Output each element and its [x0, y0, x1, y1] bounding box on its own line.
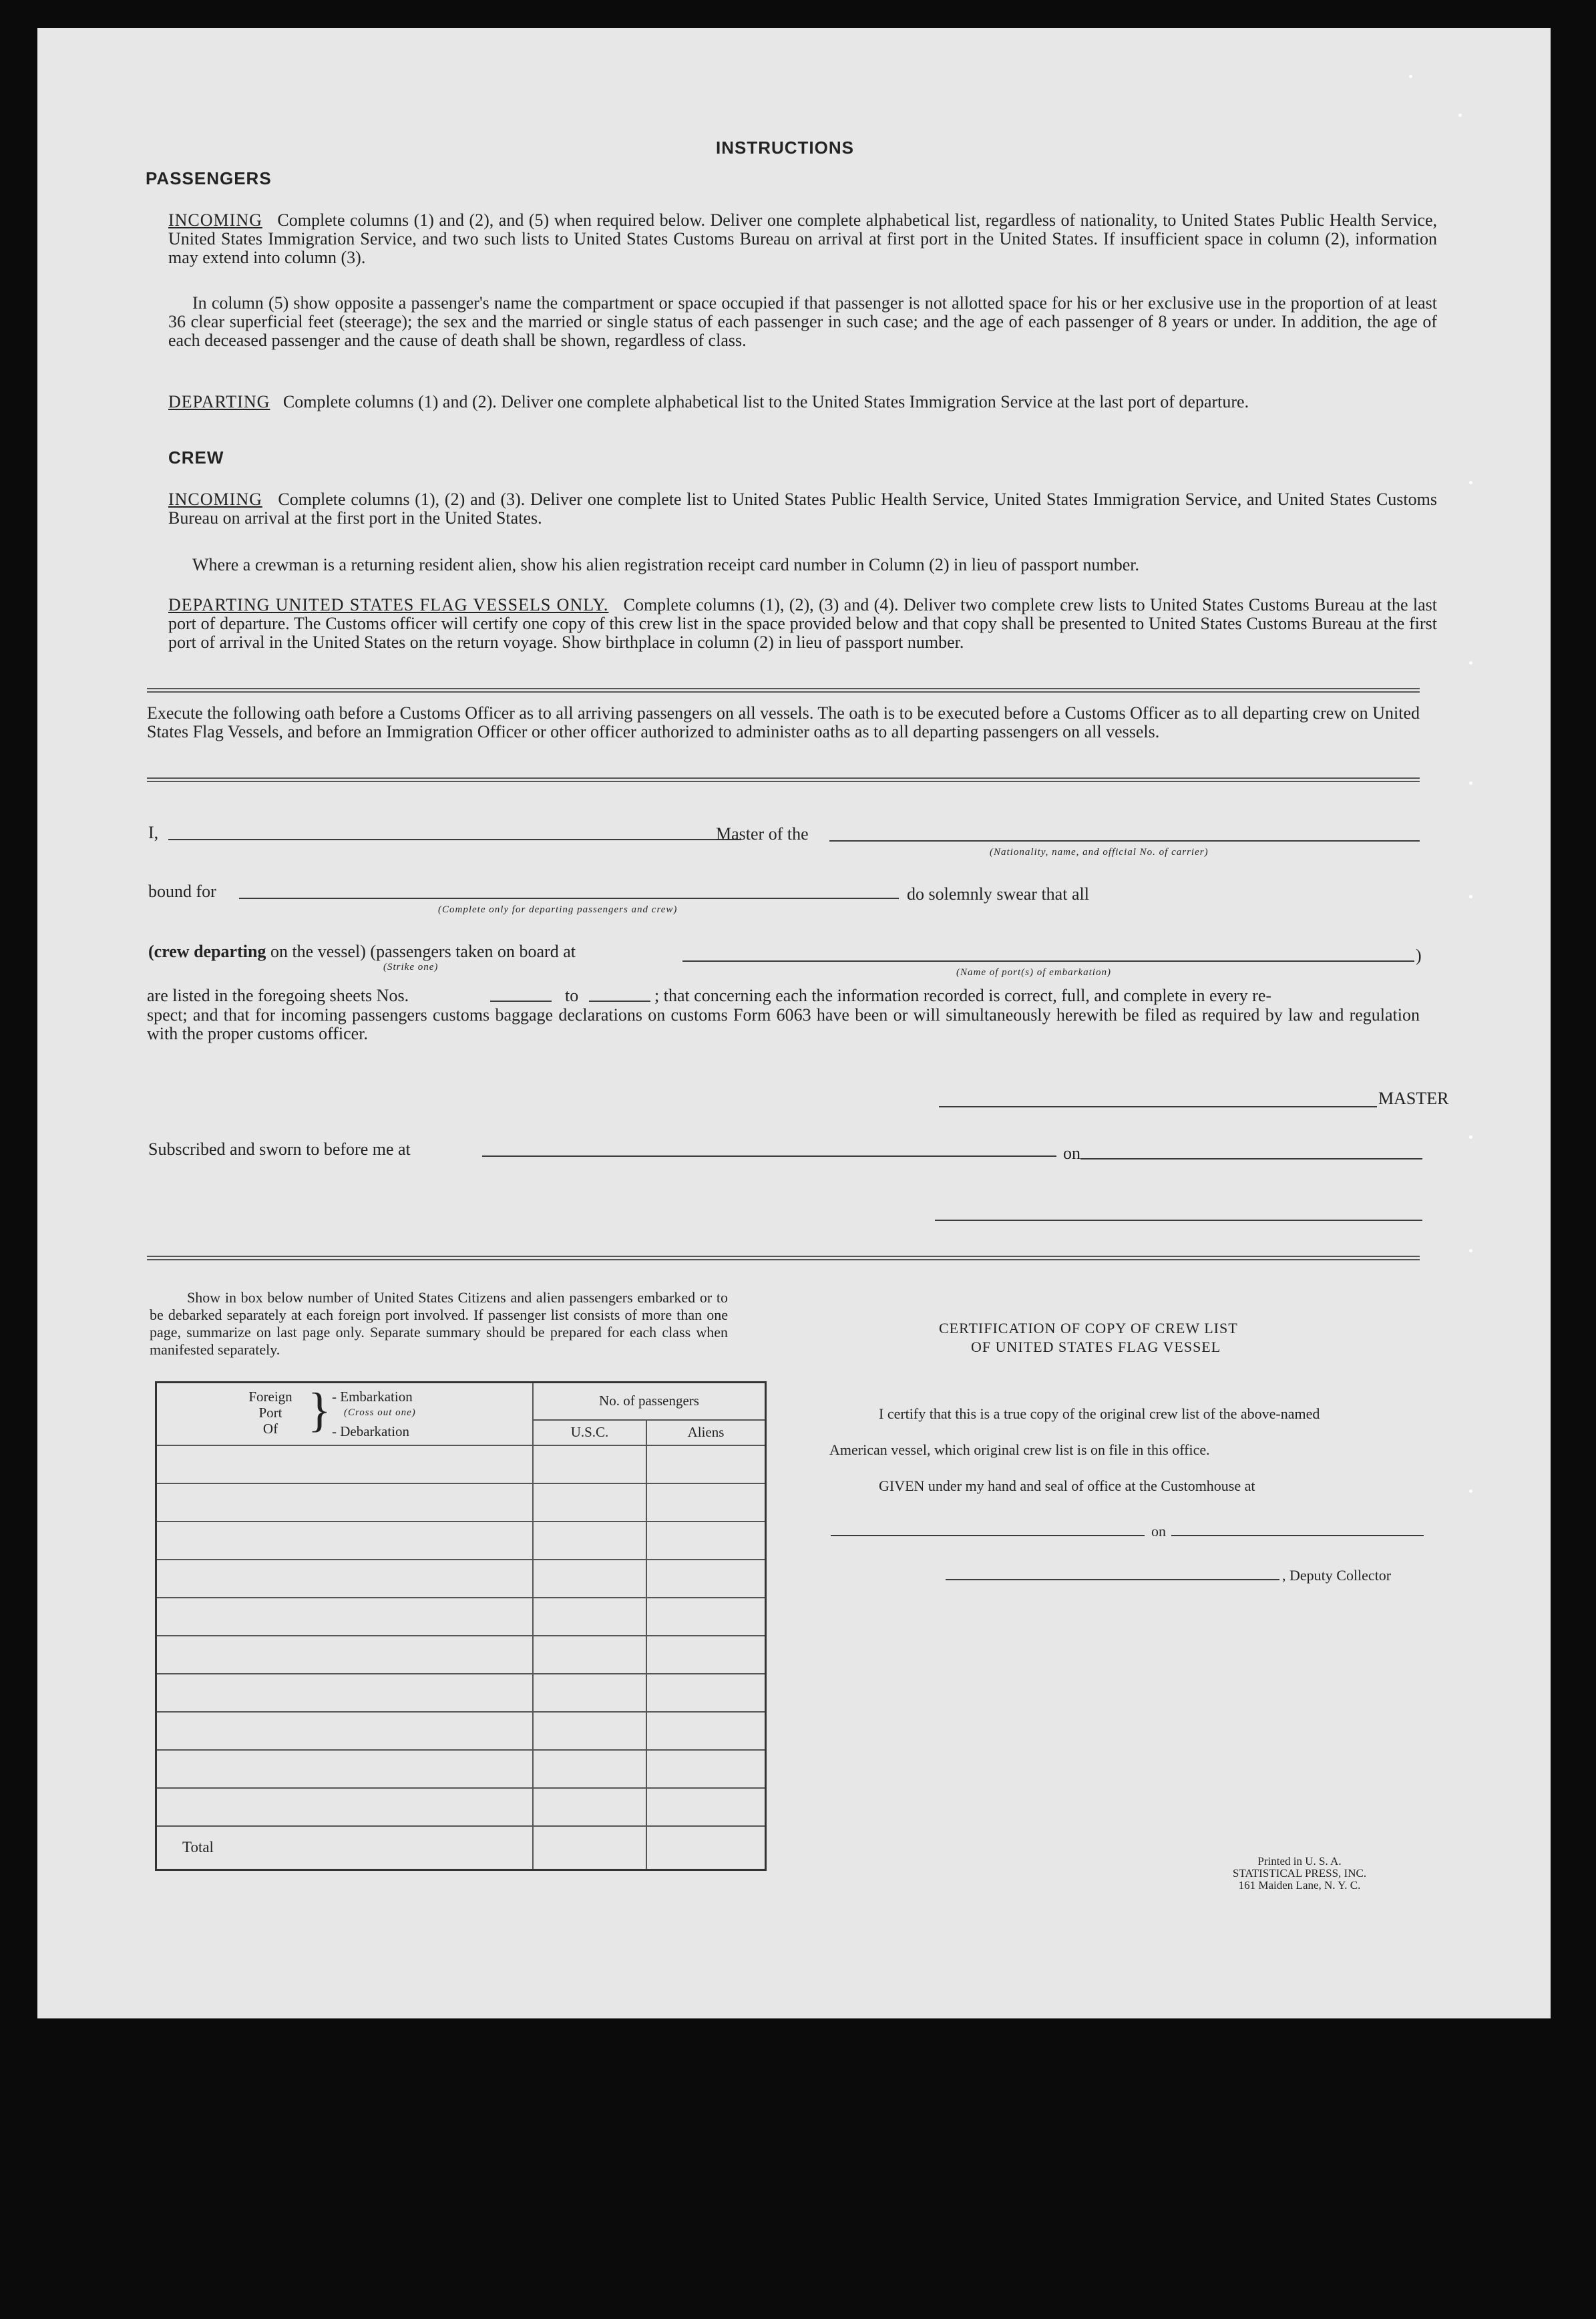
- aliens-cell[interactable]: [646, 1712, 766, 1750]
- certification-line-3: GIVEN under my hand and seal of office at the Customhouse at: [879, 1477, 1255, 1494]
- subscribed-place-field[interactable]: [482, 1155, 1056, 1157]
- table-row: [156, 1750, 766, 1788]
- scan-speck: [1469, 1135, 1472, 1139]
- port-cell[interactable]: [156, 1788, 534, 1826]
- embarkation-option[interactable]: - Embarkation: [332, 1389, 413, 1405]
- scan-speck: [1469, 1249, 1472, 1252]
- usc-cell[interactable]: [533, 1522, 646, 1560]
- cross-out-caption: (Cross out one): [344, 1407, 416, 1418]
- deputy-collector-label: , Deputy Collector: [1282, 1567, 1392, 1584]
- instructions-title: INSTRUCTIONS: [716, 138, 854, 158]
- divider: [147, 688, 1420, 693]
- scan-speck: [1458, 114, 1462, 117]
- crew-departing-text: Complete columns (1), (2), (3) and (4). Deliver two complete crew lists to United States Customs Bureau at the last port of departure. The Customs officer will certify one copy of this crew list in the space provided below and that copy shall be presented to United States Customs Bureau at the first port of arrival in the United States on the return voyage. Show birthplace in column (2) in lieu of passport number.: [168, 595, 1437, 652]
- bound-for-field[interactable]: [239, 898, 899, 899]
- carrier-caption: (Nationality, name, and official No. of carrier): [990, 847, 1209, 858]
- port-cell[interactable]: [156, 1483, 534, 1522]
- crewman-paragraph: Where a crewman is a returning resident alien, show his alien registration receipt card number in Column (2) in lieu of passport number.: [192, 555, 1140, 574]
- scan-speck: [1469, 781, 1472, 785]
- oath-instructions: Execute the following oath before a Customs Officer as to all arriving passengers on all vessels. The oath is to be executed before a Customs Officer as to all departing crew on United States Flag Vessels, and before an Immigration Officer or other officer authorized to administer oaths as to all departing passengers on all vessels.: [147, 703, 1420, 741]
- crew-incoming-label: INCOMING: [168, 490, 262, 509]
- ports-field[interactable]: [682, 960, 1414, 962]
- passengers-departing-paragraph: [168, 393, 1437, 411]
- sheet-from-field[interactable]: [490, 1001, 552, 1002]
- strike-one-caption: (Strike one): [383, 962, 439, 972]
- total-aliens-cell[interactable]: [646, 1826, 766, 1870]
- listed-prefix: are listed in the foregoing sheets Nos.: [147, 986, 409, 1005]
- aliens-cell[interactable]: [646, 1522, 766, 1560]
- printed-line: 161 Maiden Lane, N. Y. C.: [1238, 1879, 1361, 1892]
- port-cell[interactable]: [156, 1522, 534, 1560]
- port-cell[interactable]: [156, 1598, 534, 1636]
- deputy-signature-field[interactable]: [946, 1579, 1279, 1580]
- master-name-field[interactable]: [168, 839, 741, 840]
- table-row: [156, 1483, 766, 1522]
- passengers-incoming-label: INCOMING: [168, 210, 262, 230]
- table-row: [156, 1712, 766, 1750]
- crew-departing-paragraph: [168, 596, 1437, 652]
- oath-i-label: I,: [148, 823, 159, 842]
- certification-on-label: on: [1151, 1523, 1166, 1540]
- crew-incoming-text: Complete columns (1), (2) and (3). Deliver one complete list to United States Public Health Service, United States Immigration Service, and United States Customs Bureau on arrival at the first port in the United States.: [168, 490, 1437, 528]
- usc-cell[interactable]: [533, 1712, 646, 1750]
- crew-departing-label: DEPARTING UNITED STATES FLAG VESSELS ONLY.: [168, 595, 609, 614]
- officer-signature-field[interactable]: [935, 1220, 1422, 1221]
- aliens-cell[interactable]: [646, 1636, 766, 1674]
- aliens-header: Aliens: [646, 1420, 766, 1445]
- usc-cell[interactable]: [533, 1445, 646, 1483]
- divider: [147, 777, 1420, 782]
- printed-line: STATISTICAL PRESS, INC.: [1232, 1867, 1367, 1880]
- sheet-to-field[interactable]: [589, 1001, 650, 1002]
- port-cell[interactable]: [156, 1636, 534, 1674]
- passengers-incoming-paragraph: [168, 211, 1437, 267]
- usc-cell[interactable]: [533, 1788, 646, 1826]
- debarkation-option[interactable]: - Debarkation: [332, 1423, 410, 1439]
- total-label: Total: [156, 1826, 534, 1870]
- table-row: [156, 1636, 766, 1674]
- table-row: [156, 1788, 766, 1826]
- certification-line-2: American vessel, which original crew list is on file in this office.: [829, 1441, 1210, 1458]
- table-row: [156, 1598, 766, 1636]
- port-cell[interactable]: [156, 1445, 534, 1483]
- passengers-incoming-text: Complete columns (1) and (2), and (5) when required below. Deliver one complete alphabetical list, regardless of nationality, to United States Public Health Service, United States Immigration Service, and two such lists to United States Customs Bureau on arrival at first port in the United States. If insufficient space in column (2), information may extend into column (3).: [168, 210, 1438, 267]
- certification-line-1: I certify that this is a true copy of the original crew list of the above-named: [879, 1405, 1320, 1422]
- port-cell[interactable]: [156, 1560, 534, 1598]
- usc-cell[interactable]: [533, 1750, 646, 1788]
- passengers-departing-label: DEPARTING: [168, 392, 270, 411]
- no-of-passengers-header: No. of passengers: [533, 1383, 766, 1420]
- scan-speck: [1469, 481, 1472, 484]
- carrier-field[interactable]: [829, 840, 1420, 842]
- brace-icon: }: [308, 1383, 331, 1437]
- ports-caption: (Name of port(s) of embarkation): [956, 967, 1111, 978]
- port-text: Port: [258, 1405, 282, 1421]
- table-row: [156, 1445, 766, 1483]
- bound-for-caption: (Complete only for departing passengers and crew): [438, 904, 678, 915]
- usc-cell[interactable]: [533, 1636, 646, 1674]
- scan-speck: [1409, 75, 1412, 78]
- printed-line: Printed in U. S. A.: [1257, 1855, 1342, 1867]
- certification-title-2: OF UNITED STATES FLAG VESSEL: [971, 1339, 1221, 1355]
- printer-imprint: [1219, 1855, 1380, 1892]
- of-text: Of: [262, 1421, 278, 1437]
- aliens-cell[interactable]: [646, 1788, 766, 1826]
- listed-suffix: ; that concerning each the information recorded is correct, full, and complete in every re-: [654, 986, 1272, 1005]
- usc-cell[interactable]: [533, 1598, 646, 1636]
- table-row: [156, 1560, 766, 1598]
- column5-paragraph: In column (5) show opposite a passenger's name the compartment or space occupied if that passenger is not allotted space for his or her exclusive use in the proportion of at least 36 clear superficial feet (steerage); the sex and the married or single status of each passenger in such case; and the age of each passenger of 8 years or under. In addition, the age of each deceased passenger and the cause of death shall be shown, regardless of class.: [168, 293, 1437, 350]
- aliens-cell[interactable]: [646, 1598, 766, 1636]
- master-signature-field[interactable]: [939, 1106, 1377, 1107]
- aliens-cell[interactable]: [646, 1674, 766, 1712]
- foreign-text: Foreign: [248, 1389, 292, 1405]
- passengers-taken-option[interactable]: (passengers taken on board at: [370, 942, 576, 961]
- close-paren: ): [1416, 946, 1422, 965]
- usc-cell[interactable]: [533, 1674, 646, 1712]
- certification-date-field[interactable]: [1171, 1535, 1424, 1536]
- aliens-cell[interactable]: [646, 1560, 766, 1598]
- summary-note: Show in box below number of United States Citizens and alien passengers embarked or to be debarked separately at each foreign port involved. If passenger list consists of more than one page, summarize on last page only. Separate summary should be prepared for each class when manifested separately.: [150, 1289, 728, 1358]
- table-row: [156, 1674, 766, 1712]
- crew-passengers-line: [148, 942, 576, 962]
- form-page: [37, 28, 1551, 2018]
- aliens-cell[interactable]: [646, 1483, 766, 1522]
- port-header-cell: [156, 1383, 534, 1445]
- subscribed-date-field[interactable]: [1080, 1158, 1422, 1160]
- foreign-port-of: [237, 1389, 304, 1437]
- subscribed-label: Subscribed and sworn to before me at: [148, 1139, 411, 1159]
- usc-cell[interactable]: [533, 1560, 646, 1598]
- bound-for-label: bound for: [148, 882, 216, 901]
- certification-title-1: CERTIFICATION OF COPY OF CREW LIST: [939, 1320, 1238, 1336]
- to-label: to: [565, 986, 579, 1005]
- passengers-departing-text: Complete columns (1) and (2). Deliver one complete alphabetical list to the United States Immigration Service at the last port of departure.: [282, 392, 1249, 411]
- crew-departing-option[interactable]: (crew departing: [148, 942, 266, 961]
- usc-cell[interactable]: [533, 1483, 646, 1522]
- scan-speck: [1469, 661, 1472, 665]
- subscribed-on-label: on: [1063, 1143, 1080, 1163]
- port-cell[interactable]: [156, 1712, 534, 1750]
- passenger-summary-table: [155, 1381, 767, 1871]
- master-label: MASTER: [1378, 1089, 1449, 1108]
- customhouse-field[interactable]: [831, 1535, 1145, 1536]
- usc-header: U.S.C.: [533, 1420, 646, 1445]
- scan-speck: [1469, 1489, 1472, 1493]
- swear-text: do solemnly swear that all: [907, 884, 1089, 904]
- aliens-cell[interactable]: [646, 1445, 766, 1483]
- port-cell[interactable]: [156, 1750, 534, 1788]
- table-row: [156, 1522, 766, 1560]
- total-usc-cell[interactable]: [533, 1826, 646, 1870]
- divider: [147, 1256, 1420, 1260]
- port-cell[interactable]: [156, 1674, 534, 1712]
- aliens-cell[interactable]: [646, 1750, 766, 1788]
- passengers-heading: PASSENGERS: [146, 168, 272, 188]
- master-of-the-label: Master of the: [716, 824, 809, 844]
- crew-heading: CREW: [168, 448, 224, 468]
- crew-incoming-paragraph: [168, 490, 1437, 528]
- listed-rest: spect; and that for incoming passengers customs baggage declarations on customs Form 6063 have been or will simultaneously herewith be filed as required by law and regulation with the proper customs officer.: [147, 1005, 1420, 1043]
- scan-speck: [1469, 895, 1472, 898]
- on-the-vessel-text: on the vessel): [270, 942, 366, 961]
